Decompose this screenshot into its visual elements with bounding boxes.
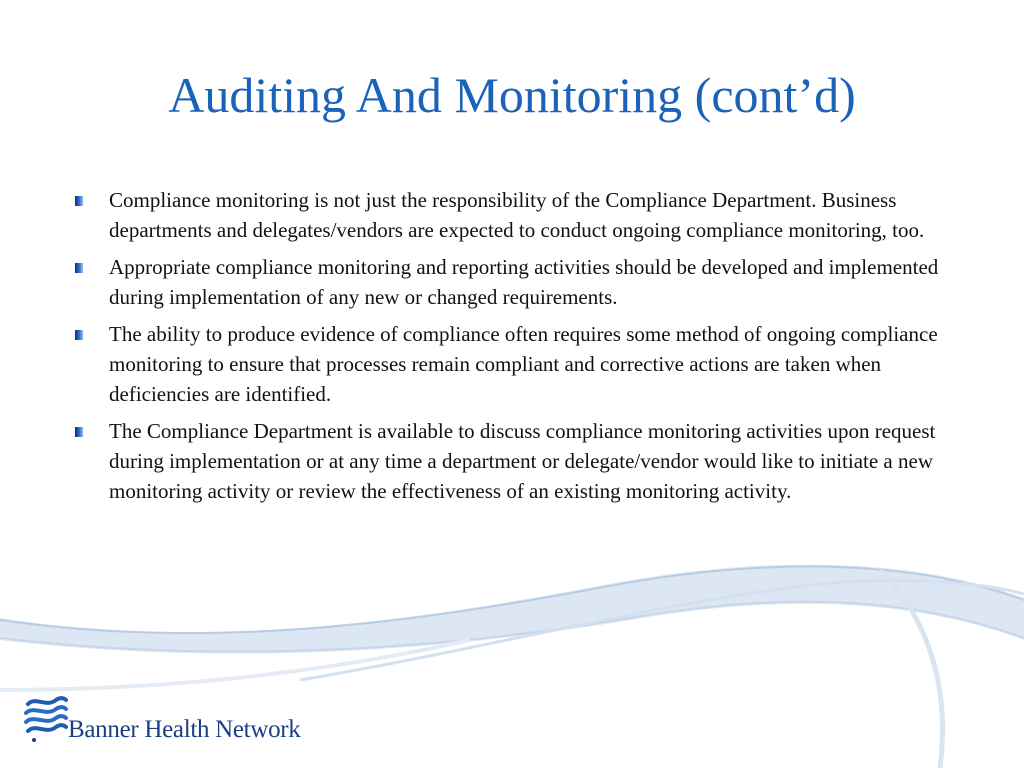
slide-title: Auditing And Monitoring (cont’d) — [168, 67, 856, 123]
bullet-list — [72, 185, 962, 513]
logo-text: Banner Health Network — [68, 716, 301, 743]
banner-flag-logo-icon — [22, 694, 68, 748]
bullet-item — [72, 252, 962, 312]
bullet-text: Appropriate compliance monitoring and reporting activities should be developed and implemented during implementation of any new or changed requirements. — [109, 255, 939, 309]
square-bullet-icon — [75, 196, 83, 206]
bullet-item — [72, 319, 962, 409]
bullet-text: The Compliance Department is available to discuss compliance monitoring activities upon request during implementation or at any time a department or delegate/vendor would like to initiate a new monitoring activity or review the effectiveness of an existing monitoring activity. — [109, 419, 936, 503]
square-bullet-icon — [75, 330, 83, 340]
bullet-text: Compliance monitoring is not just the responsibility of the Compliance Department. Business departments and delegates/vendors are expected to conduct ongoing compliance monitoring, too. — [109, 188, 925, 242]
square-bullet-icon — [75, 263, 83, 273]
bullet-text: The ability to produce evidence of compliance often requires some method of ongoing compliance monitoring to ensure that processes remain compliant and corrective actions are taken when deficiencies are identified. — [109, 322, 938, 406]
square-bullet-icon — [75, 427, 83, 437]
bullet-item — [72, 185, 962, 245]
bullet-item — [72, 416, 962, 506]
